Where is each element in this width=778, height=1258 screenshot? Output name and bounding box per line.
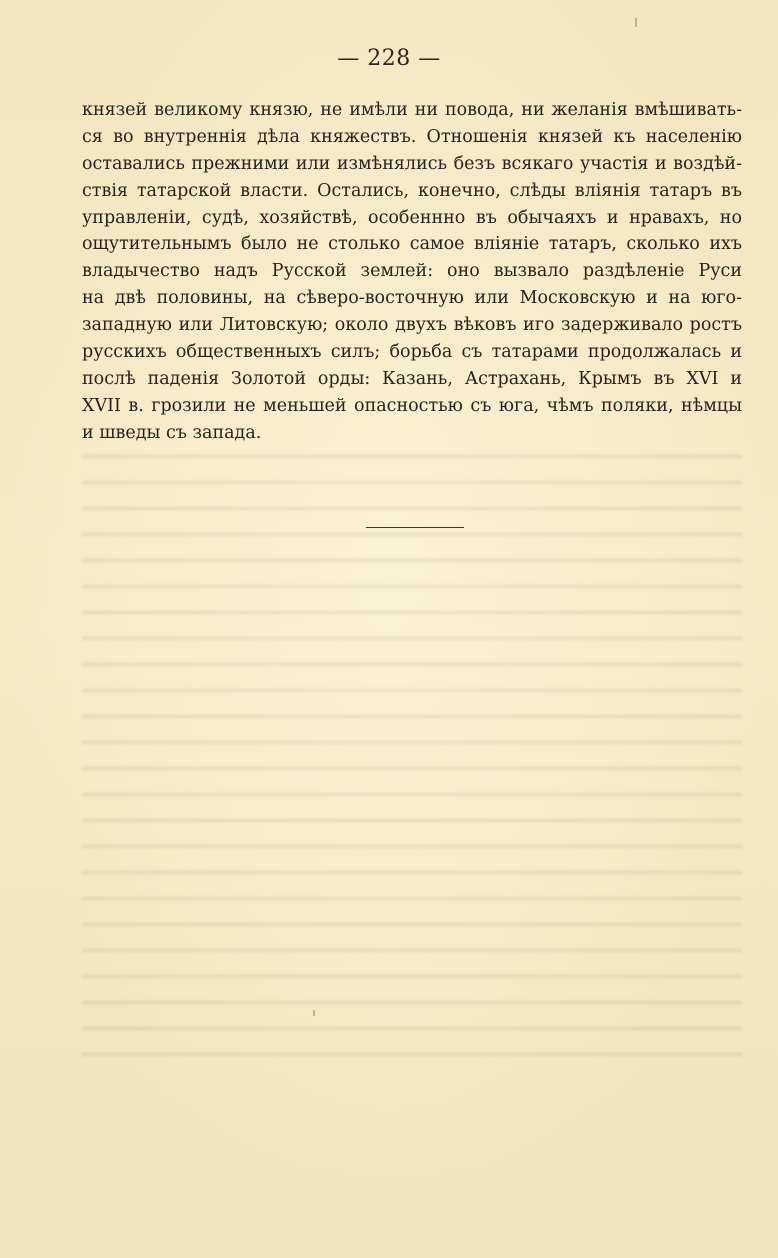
text-line-12: XVII в. грозили не меньшей опасностью съ юга, чѣмъ поляки, нѣмцы <box>82 395 742 416</box>
section-divider <box>366 527 464 528</box>
text-line-4: ствія татарской власти. Остались, конечно, слѣды вліянія татаръ въ <box>82 180 742 201</box>
text-line-9: западную или Литовскую; около двухъ вѣковъ иго задерживало ростъ <box>82 315 742 336</box>
text-line-2: ся во внутреннія дѣла княжествъ. Отношенія князей къ населенію <box>82 126 742 147</box>
body-text <box>82 97 742 447</box>
bleed-through-text <box>82 440 742 1060</box>
text-line-3: оставались прежними или измѣнялись безъ всякаго участія и воздѣй- <box>82 153 742 174</box>
text-line-10: русскихъ общественныхъ силъ; борьба съ татарами продолжалась и <box>82 342 742 363</box>
text-line-6: ощутительнымъ было не столько самое вліяніе татаръ, сколько ихъ <box>82 234 742 255</box>
text-line-1: князей великому князю, не имѣли ни повода, ни желанія вмѣшивать- <box>82 100 742 120</box>
text-line-11: послѣ паденія Золотой орды: Казань, Астрахань, Крымъ въ XVI и <box>82 368 742 389</box>
text-line-13: и шведы съ запада. <box>82 422 262 443</box>
page-number: — 228 — <box>337 46 441 71</box>
text-line-5: управленіи, судѣ, хозяйствѣ, особеннно въ обычаяхъ и нравахъ, но <box>82 207 742 228</box>
text-line-8: на двѣ половины, на сѣверо-восточную или Московскую и на юго- <box>82 288 742 309</box>
text-line-7: владычество надъ Русской землей: оно вызвало раздѣленіе Руси <box>82 261 742 282</box>
paper-speck <box>635 18 637 27</box>
paper-speck <box>313 1010 315 1016</box>
